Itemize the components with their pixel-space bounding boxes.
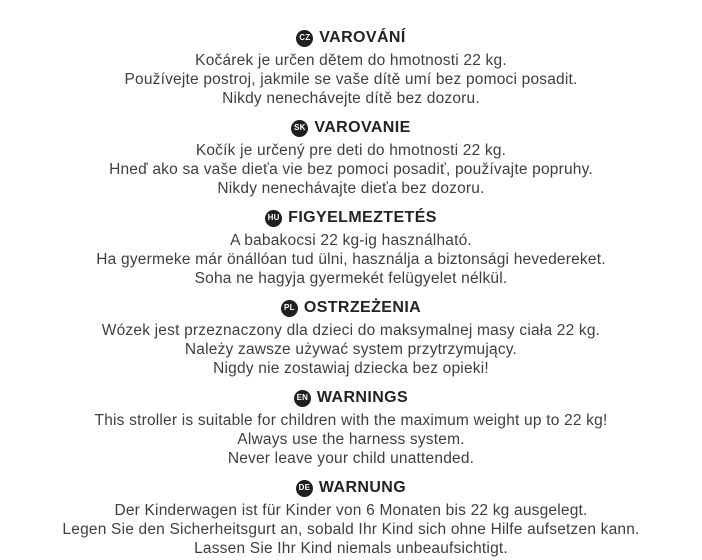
warning-section-sk <box>0 118 702 198</box>
section-heading-cz <box>0 28 702 48</box>
lang-badge-cz: CZ <box>296 30 313 47</box>
section-title-hu: FIGYELMEZTETÉS <box>288 209 437 226</box>
warning-section-pl <box>0 298 702 378</box>
section-title-sk: VAROVANIE <box>314 119 411 136</box>
warning-line: Soha ne hagyja gyermekét felügyelet nélkül. <box>194 270 508 287</box>
warning-line: Wózek jest przeznaczony dla dzieci do maksymalnej masy ciała 22 kg. <box>101 322 601 339</box>
warning-line: Kočík je určený pre deti do hmotnosti 22 kg. <box>195 142 507 159</box>
section-heading-sk <box>0 118 702 138</box>
warning-line: Nikdy nenechávejte dítě bez dozoru. <box>222 90 480 107</box>
warning-line: Never leave your child unattended. <box>227 450 475 467</box>
section-heading-de <box>0 478 702 498</box>
warning-line: Používejte postroj, jakmile se vaše dítě umí bez pomoci posadit. <box>124 71 578 88</box>
section-title-pl: OSTRZEŻENIA <box>303 299 422 316</box>
warning-line: Kočárek je určen dětem do hmotnosti 22 kg. <box>195 52 507 69</box>
lang-badge-de: DE <box>296 480 313 497</box>
warning-line: Nikdy nenechávajte dieťa bez dozoru. <box>217 180 485 197</box>
lang-badge-sk: SK <box>291 120 308 137</box>
warning-line: Lassen Sie Ihr Kind niemals unbeaufsichtigt. <box>194 540 508 557</box>
warning-line: Der Kinderwagen ist für Kinder von 6 Monaten bis 22 kg ausgelegt. <box>114 502 588 519</box>
section-title-en: WARNINGS <box>316 389 409 406</box>
warning-line: A babakocsi 22 kg-ig használható. <box>230 232 472 249</box>
warning-line: Ha gyermeke már önállóan tud ülni, használja a biztonsági hevedereket. <box>96 251 606 268</box>
section-title-de: WARNUNG <box>318 479 407 496</box>
section-heading-hu <box>0 208 702 228</box>
warning-line: Hneď ako sa vaše dieťa vie bez pomoci posadiť, používajte popruhy. <box>109 161 593 178</box>
warning-section-en <box>0 388 702 468</box>
section-heading-pl <box>0 298 702 318</box>
lang-badge-en: EN <box>294 390 311 407</box>
section-heading-en <box>0 388 702 408</box>
section-title-cz: VAROVÁNÍ <box>319 29 406 46</box>
warning-section-de <box>0 478 702 558</box>
warning-line: Legen Sie den Sicherheitsgurt an, sobald Ihr Kind sich ohne Hilfe aufsetzen kann. <box>62 521 640 538</box>
warning-line: Always use the harness system. <box>237 431 465 448</box>
warning-section-hu <box>0 208 702 288</box>
warning-line: Nigdy nie zostawiaj dziecka bez opieki! <box>213 360 489 377</box>
warning-line: Należy zawsze używać system przytrzymujący. <box>184 341 518 358</box>
lang-badge-pl: PL <box>281 300 298 317</box>
lang-badge-hu: HU <box>265 210 282 227</box>
warning-line: This stroller is suitable for children with the maximum weight up to 22 kg! <box>94 412 608 429</box>
warning-section-cz <box>0 28 702 108</box>
